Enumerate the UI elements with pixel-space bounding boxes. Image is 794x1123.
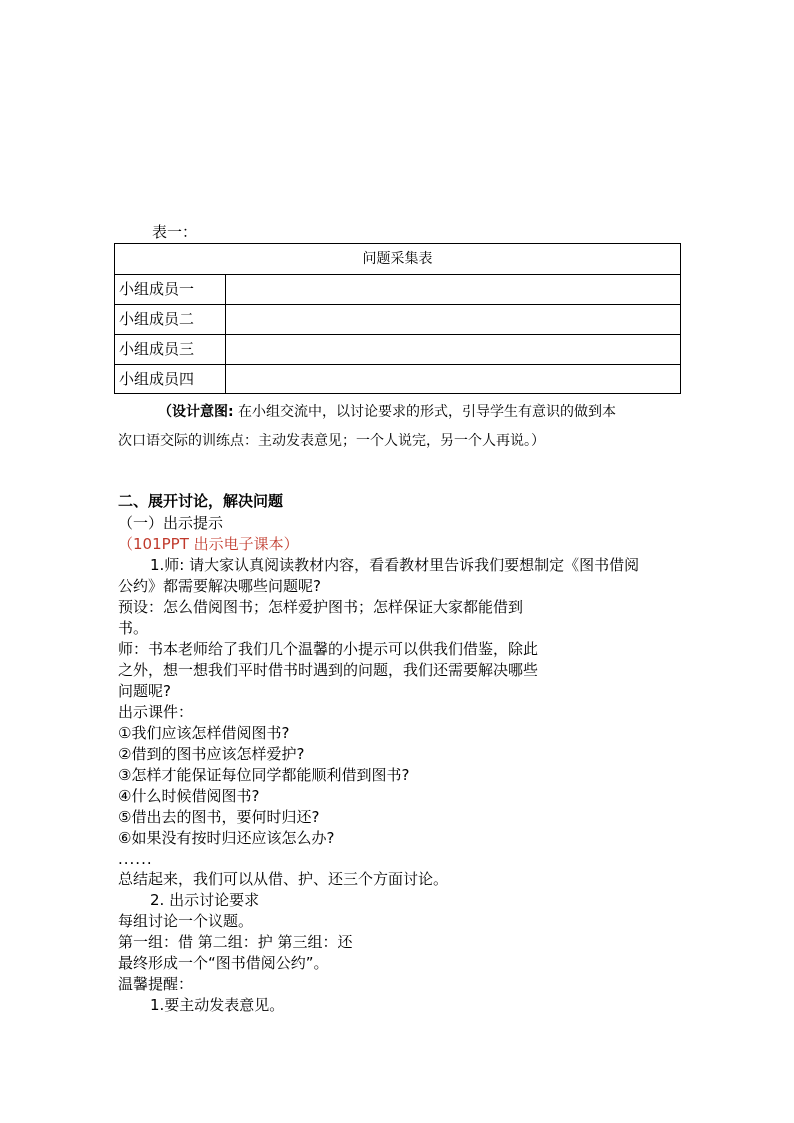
preset-line: 书。 (118, 619, 149, 637)
row-label: 小组成员二 (119, 310, 195, 328)
requirement-line: 最终形成一个“图书借阅公约”。 (118, 954, 329, 972)
question-collection-table (114, 243, 681, 394)
teacher-line: 之外，想一想我们平时借书时遇到的问题，我们还需要解决哪些 (118, 661, 539, 679)
question-item: ③怎样才能保证每位同学都能顺利借到图书? (118, 766, 410, 784)
tips-label: 温馨提醒： (118, 975, 194, 993)
requirement-line: 每组讨论一个议题。 (118, 912, 254, 930)
paragraph-line: 1.师: 请大家认真阅读教材内容，看看教材里告诉我们要想制定《图书借阅 (150, 556, 640, 574)
paragraph-line: 公约》都需要解决哪些问题呢? (118, 577, 321, 595)
design-intent-text: 在小组交流中，以讨论要求的形式，引导学生有意识的做到本 (233, 404, 617, 420)
preset-line: 预设：怎么借阅图书；怎样爱护图书；怎样保证大家都能借到 (118, 598, 524, 616)
design-intent-line1 (158, 403, 616, 422)
question-item: ②借到的图书应该怎样爱护? (118, 745, 305, 763)
question-item: ①我们应该怎样借阅图书? (118, 724, 290, 742)
table-row (115, 334, 680, 365)
question-item: ⑥如果没有按时归还应该怎么办? (118, 829, 335, 847)
ellipsis: ...... (118, 850, 153, 868)
teacher-line: 师：书本老师给了我们几个温馨的小提示可以供我们借鉴，除此 (118, 640, 539, 658)
table-row (115, 274, 680, 305)
requirement-heading: 2. 出示讨论要求 (150, 891, 260, 909)
summary-line: 总结起来，我们可以从借、护、还三个方面讨论。 (118, 870, 449, 888)
requirement-line: 第一组：借 第二组：护 第三组：还 (118, 933, 353, 951)
row-label: 小组成员一 (119, 280, 195, 298)
row-label: 小组成员四 (119, 370, 195, 388)
row-label: 小组成员三 (119, 340, 195, 358)
ppt-note: （101PPT 出示电子课本） (118, 535, 299, 553)
courseware-label: 出示课件： (118, 703, 194, 721)
table-row (115, 304, 680, 335)
table-row (115, 364, 680, 394)
table-title: 问题采集表 (362, 251, 433, 267)
teacher-line: 问题呢? (118, 682, 171, 700)
design-intent-label: （设计意图: (158, 404, 234, 420)
section-heading: 二、展开讨论，解决问题 (118, 492, 284, 510)
question-item: ⑤借出去的图书，要何时归还? (118, 808, 320, 826)
question-item: ④什么时候借阅图书? (118, 787, 260, 805)
tip-item: 1.要主动发表意见。 (150, 996, 285, 1014)
design-intent-line2: 次口语交际的训练点：主动发表意见；一个人说完，另一个人再说。） (118, 433, 545, 449)
subheading: （一）出示提示 (118, 514, 224, 532)
table-caption: 表一： (152, 223, 198, 241)
